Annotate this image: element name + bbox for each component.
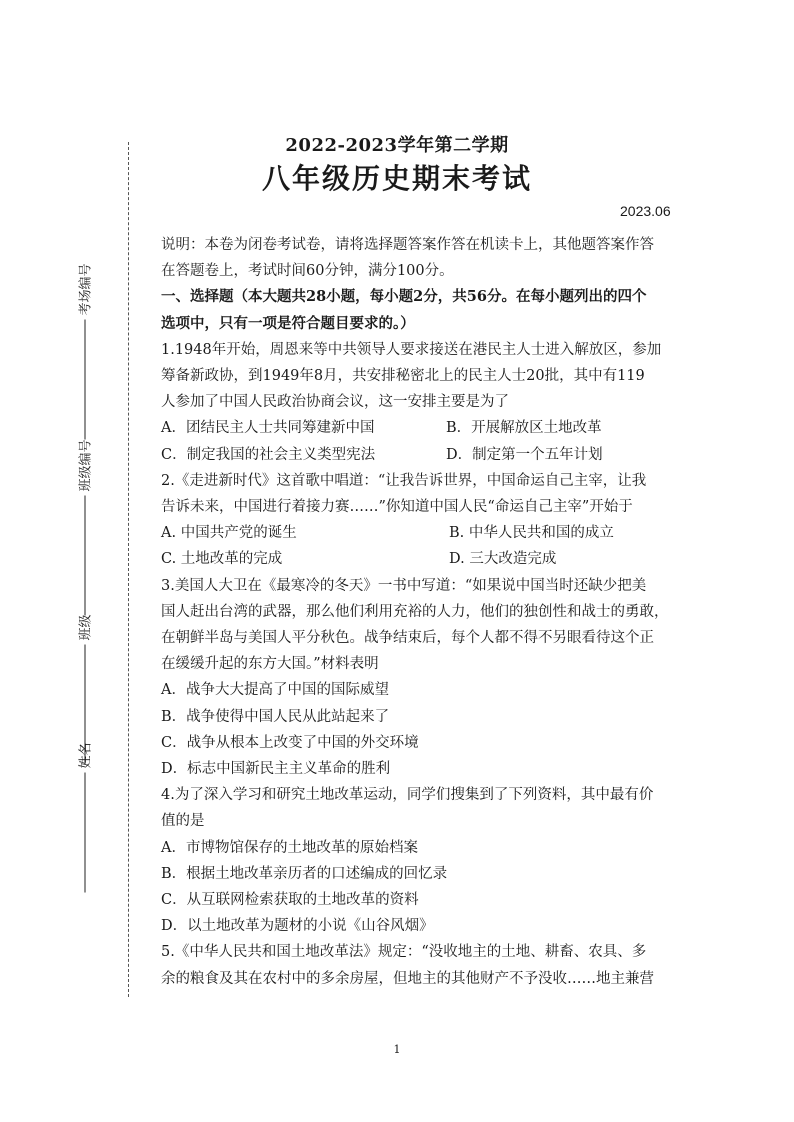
page-number: 1 bbox=[393, 1043, 401, 1056]
question-text: 3.美国人大卫在《最寒冷的冬天》一书中写道：“如果说中国当时还缺少把美 bbox=[161, 577, 647, 594]
question-text: 告诉未来，中国进行着接力赛……”你知道中国人民“命运自己主宰”开始于 bbox=[161, 499, 633, 516]
question-text: 1.1948年开始，周恩来等中共领导人要求接送在港民主人士进入解放区，参加 bbox=[161, 341, 662, 358]
exam-date: 2023.06 bbox=[620, 203, 671, 219]
option-a[interactable]: A．市博物馆保存的土地改革的原始档案 bbox=[161, 839, 418, 856]
option-d[interactable]: D. 三大改造完成 bbox=[449, 551, 557, 568]
option-a[interactable]: A. 中国共产党的诞生 bbox=[161, 525, 297, 542]
instructions-line: 说明：本卷为闭卷考试卷，请将选择题答案作答在机读卡上，其他题答案作答 bbox=[161, 237, 654, 253]
question-text: 在缓缓升起的东方大国。”材料表明 bbox=[161, 656, 379, 673]
exam-number-field[interactable] bbox=[75, 263, 94, 439]
name-blank[interactable] bbox=[83, 773, 85, 893]
option-d[interactable]: D．以土地改革为题材的小说《山谷风烟》 bbox=[161, 918, 434, 935]
option-c[interactable]: C. 土地改革的完成 bbox=[161, 551, 283, 568]
option-b[interactable]: B. 中华人民共和国的成立 bbox=[449, 525, 614, 542]
exam-number-label: 考场编号 bbox=[78, 263, 94, 316]
options-row bbox=[161, 520, 711, 546]
class-number-field[interactable] bbox=[75, 439, 94, 615]
question-text: 余的粮食及其在农村中的多余房屋，但地主的其他财产不予没收……地主兼营 bbox=[161, 970, 654, 987]
question-text: 在朝鲜半岛与美国人平分秋色。战争结束后，每个人都不得不另眼看待这个正 bbox=[161, 630, 654, 647]
section-heading: 选项中，只有一项是符合题目要求的。） bbox=[161, 314, 415, 332]
option-a[interactable]: A．战争大大提高了中国的国际威望 bbox=[161, 682, 389, 699]
options-row bbox=[161, 442, 711, 468]
option-d[interactable]: D．制定第一个五年计划 bbox=[446, 446, 603, 463]
binding-dashed-line bbox=[128, 142, 129, 997]
name-label: 姓名 bbox=[78, 742, 94, 769]
name-field[interactable] bbox=[75, 742, 94, 892]
question-text: 4.为了深入学习和研究土地改革运动，同学们搜集到了下列资料，其中最有价 bbox=[161, 787, 654, 804]
option-b[interactable]: B．开展解放区土地改革 bbox=[446, 420, 602, 437]
question-text: 筹备新政协，到1949年8月，共安排秘密北上的民主人士20批，其中有119 bbox=[161, 368, 645, 385]
question-text: 人参加了中国人民政治协商会议，这一安排主要是为了 bbox=[161, 394, 509, 411]
option-b[interactable]: B．根据土地改革亲历者的口述编成的回忆录 bbox=[161, 865, 448, 882]
semester-title: 2022-2023学年第二学期 bbox=[285, 135, 509, 156]
question-4 bbox=[161, 782, 711, 939]
options-row bbox=[161, 546, 711, 572]
question-text: 2.《走进新时代》这首歌中唱道：“让我告诉世界，中国命运自己主宰，让我 bbox=[161, 472, 647, 489]
option-c[interactable]: C．从互联网检索获取的土地改革的资料 bbox=[161, 892, 419, 909]
option-c[interactable]: C．战争从根本上改变了中国的外交环境 bbox=[161, 734, 419, 751]
section-heading: 一、选择题（本大题共28小题，每小题2分，共56分。在每小题列出的四个 bbox=[161, 288, 647, 306]
option-d[interactable]: D．标志中国新民主主义革命的胜利 bbox=[161, 761, 391, 778]
question-5 bbox=[161, 939, 711, 991]
options-row bbox=[161, 415, 711, 441]
class-number-blank[interactable] bbox=[83, 496, 85, 616]
question-text: 5.《中华人民共和国土地改革法》规定：“没收地主的土地、耕畜、农具、多 bbox=[161, 944, 647, 961]
question-3 bbox=[161, 573, 711, 783]
option-b[interactable]: B．战争使得中国人民从此站起来了 bbox=[161, 708, 390, 725]
class-number-label: 班级编号 bbox=[78, 439, 94, 492]
instructions-line: 在答题卷上，考试时间60分钟，满分100分。 bbox=[161, 263, 454, 280]
option-c[interactable]: C．制定我国的社会主义类型宪法 bbox=[161, 446, 376, 463]
question-1 bbox=[161, 337, 711, 468]
question-text: 国人赶出台湾的武器，那么他们利用充裕的人力，他们的独创性和战士的勇敢， bbox=[161, 603, 669, 620]
exam-content bbox=[161, 232, 711, 992]
question-text: 值的是 bbox=[161, 813, 205, 830]
class-label: 班级 bbox=[78, 614, 94, 641]
exam-title: 八年级历史期末考试 bbox=[261, 162, 532, 195]
exam-number-blank[interactable] bbox=[83, 320, 85, 440]
option-a[interactable]: A．团结民主人士共同筹建新中国 bbox=[161, 420, 375, 437]
question-2 bbox=[161, 468, 711, 573]
